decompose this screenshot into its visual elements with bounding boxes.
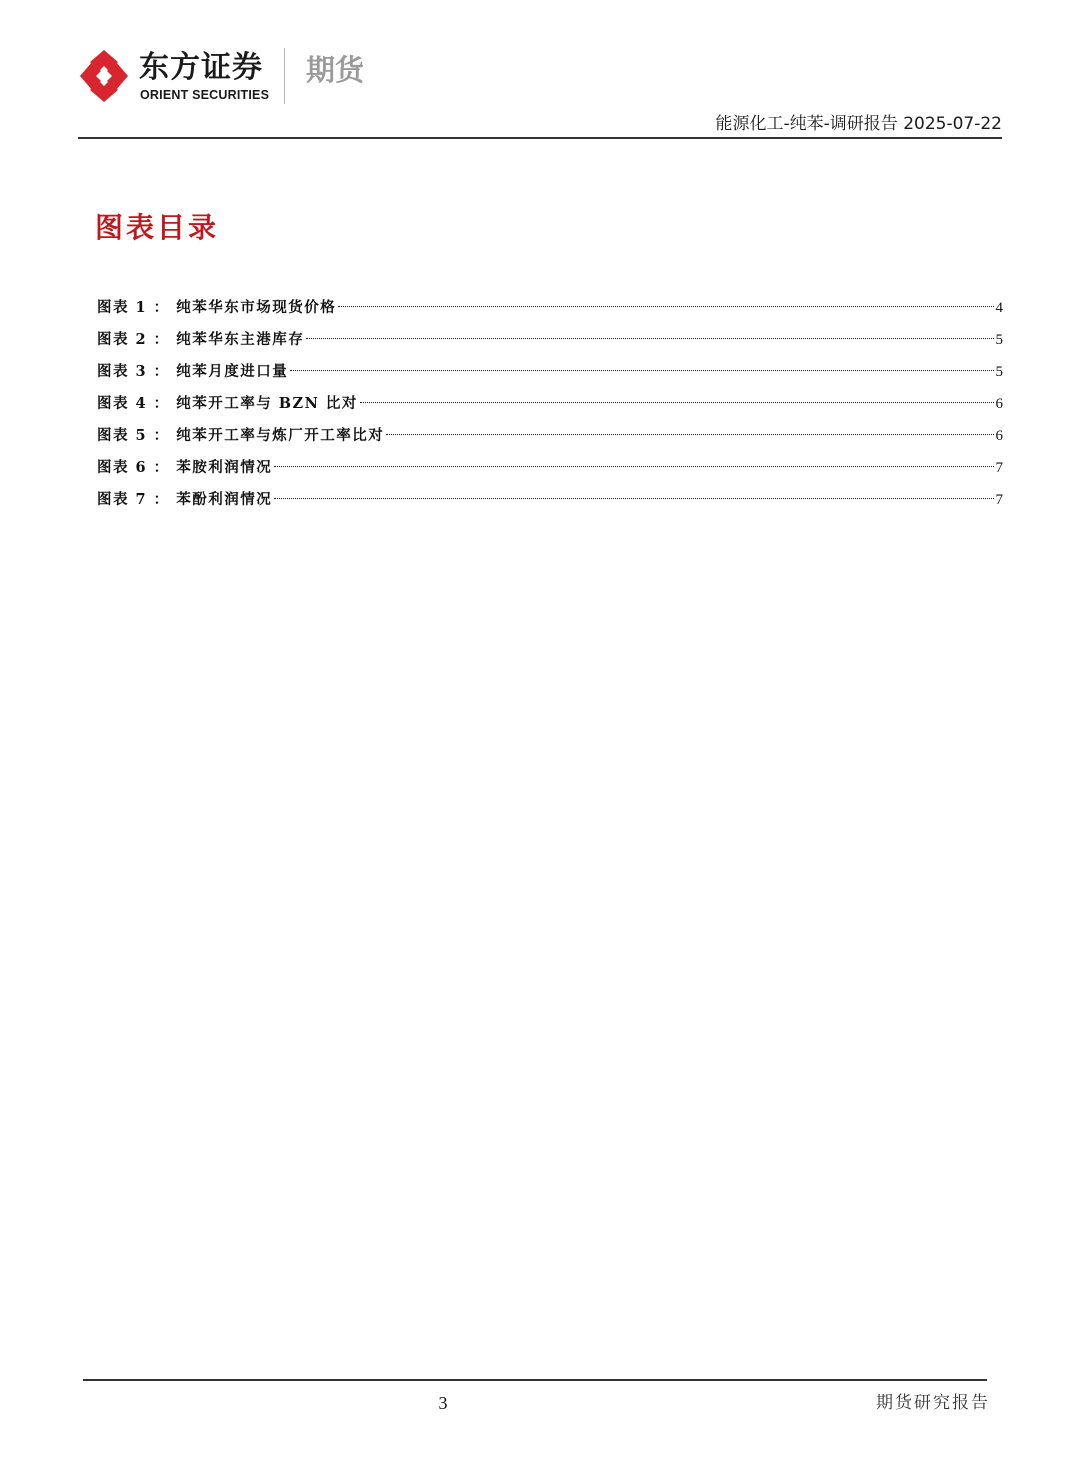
toc-leader-dots bbox=[338, 306, 993, 307]
brand-name-cn: 东方证券 bbox=[139, 50, 263, 85]
report-title: 能源化工-纯苯-调研报告 2025-07-22 bbox=[715, 114, 1002, 134]
toc-title: 图表目录 bbox=[95, 211, 220, 244]
toc-leader-dots bbox=[274, 498, 993, 499]
toc-leader-dots bbox=[360, 402, 994, 403]
header-divider bbox=[78, 137, 1002, 139]
footer-label: 期货研究报告 bbox=[876, 1393, 990, 1413]
brand-name-en: ORIENT SECURITIES bbox=[140, 88, 270, 102]
toc-item-page: 7 bbox=[995, 460, 1003, 476]
toc-item[interactable] bbox=[97, 424, 1003, 456]
toc-item[interactable] bbox=[97, 328, 1003, 360]
toc-item-label: 图表 1 ： 纯苯华东市场现货价格 bbox=[97, 299, 337, 316]
toc-item[interactable] bbox=[97, 456, 1003, 488]
toc-item[interactable] bbox=[97, 488, 1003, 520]
brand-divider bbox=[284, 48, 285, 104]
page-number: 3 bbox=[438, 1393, 448, 1413]
toc-item[interactable] bbox=[97, 360, 1003, 392]
footer-divider bbox=[83, 1379, 987, 1381]
toc-item[interactable] bbox=[97, 296, 1003, 328]
toc-item-page: 5 bbox=[995, 332, 1003, 348]
toc-item-page: 7 bbox=[995, 492, 1003, 508]
toc-item-page: 4 bbox=[995, 300, 1003, 316]
orient-securities-logo bbox=[78, 48, 130, 104]
toc-leader-dots bbox=[306, 338, 993, 339]
toc-item-label: 图表 2 ： 纯苯华东主港库存 bbox=[97, 331, 305, 348]
toc-item-label: 图表 3 ： 纯苯月度进口量 bbox=[97, 363, 289, 380]
toc-item-label: 图表 5 ： 纯苯开工率与炼厂开工率比对 bbox=[97, 427, 385, 444]
toc-item[interactable] bbox=[97, 392, 1003, 424]
logo-mark-icon bbox=[78, 48, 130, 104]
toc-item-label: 图表 4 ： 纯苯开工率与 BZN 比对 bbox=[97, 395, 358, 412]
toc-leader-dots bbox=[386, 434, 993, 435]
toc-list bbox=[97, 296, 1003, 520]
toc-leader-dots bbox=[274, 466, 993, 467]
toc-item-page: 6 bbox=[995, 396, 1003, 412]
toc-item-page: 5 bbox=[995, 364, 1003, 380]
toc-item-label: 图表 7 ： 苯酚利润情况 bbox=[97, 491, 273, 508]
toc-item-label: 图表 6 ： 苯胺利润情况 bbox=[97, 459, 273, 476]
brand-subtitle: 期货 bbox=[306, 53, 365, 87]
toc-item-page: 6 bbox=[995, 428, 1003, 444]
toc-leader-dots bbox=[290, 370, 993, 371]
